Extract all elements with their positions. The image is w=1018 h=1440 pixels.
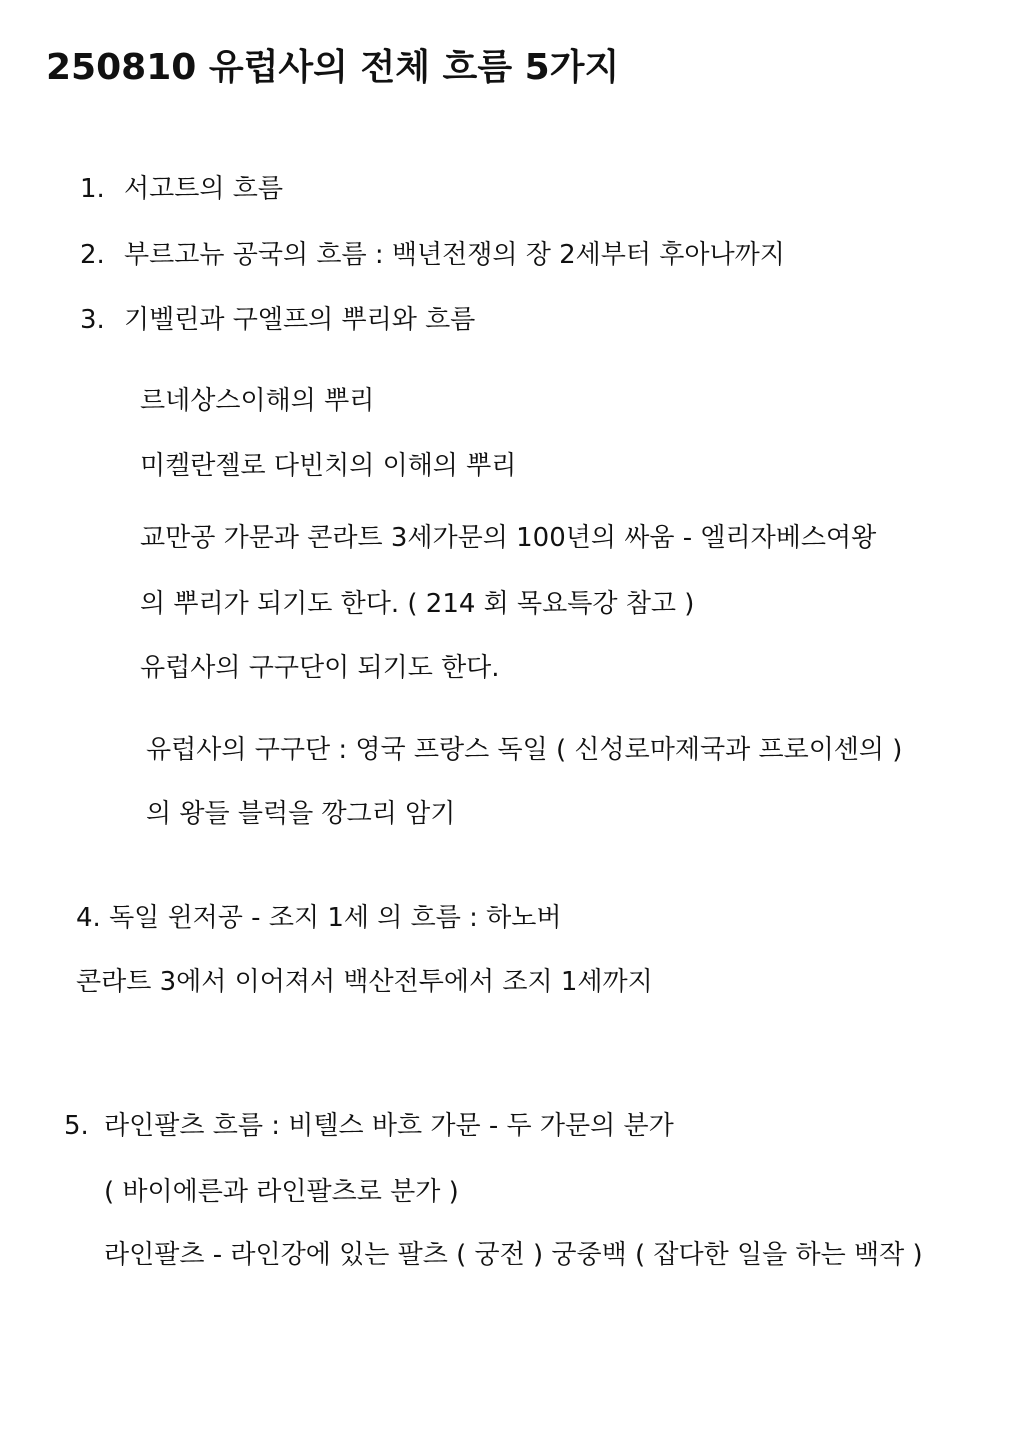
- list-item: [80, 172, 283, 206]
- item-text: 기벨린과 구엘프의 뿌리와 흐름: [124, 305, 476, 335]
- item5-detail: ( 바이에른과 라인팔츠로 분가 ): [104, 1177, 459, 1207]
- note-line: 의 왕들 블럭을 깡그리 암기: [146, 799, 456, 829]
- note-line: 교만공 가문과 콘라트 3세가문의 100년의 싸움 - 엘리자베스여왕: [140, 523, 877, 553]
- page-title: 250810 유럽사의 전체 흐름 5가지: [46, 47, 620, 88]
- item4-detail: 콘라트 3에서 이어져서 백산전투에서 조지 1세까지: [76, 967, 653, 997]
- item5-detail: 라인팔츠 - 라인강에 있는 팔츠 ( 궁전 ) 궁중백 ( 잡다한 일을 하는 백작 ): [104, 1240, 923, 1270]
- item-number: 5.: [64, 1111, 89, 1141]
- list-item: [64, 1109, 674, 1143]
- item-text: 서고트의 흐름: [124, 174, 283, 204]
- note-line: 유럽사의 구구단이 되기도 한다.: [140, 653, 500, 683]
- item-number: 1.: [80, 174, 105, 204]
- note-line: 유럽사의 구구단 : 영국 프랑스 독일 ( 신성로마제국과 프로이센의 ): [146, 735, 903, 765]
- item-text: 부르고뉴 공국의 흐름 : 백년전쟁의 장 2세부터 후아나까지: [124, 240, 785, 270]
- item-number: 2.: [80, 240, 105, 270]
- item-text: 라인팔츠 흐름 : 비텔스 바흐 가문 - 두 가문의 분가: [104, 1111, 674, 1141]
- note-line: 의 뿌리가 되기도 한다. ( 214 회 목요특강 참고 ): [140, 589, 695, 619]
- note-line: 르네상스이해의 뿌리: [140, 386, 375, 416]
- item4-heading: 4. 독일 윈저공 - 조지 1세 의 흐름 : 하노버: [76, 903, 562, 933]
- list-item: [80, 238, 785, 272]
- note-line: 미켈란젤로 다빈치의 이해의 뿌리: [140, 451, 517, 481]
- item-number: 3.: [80, 305, 105, 335]
- list-item: [80, 303, 475, 337]
